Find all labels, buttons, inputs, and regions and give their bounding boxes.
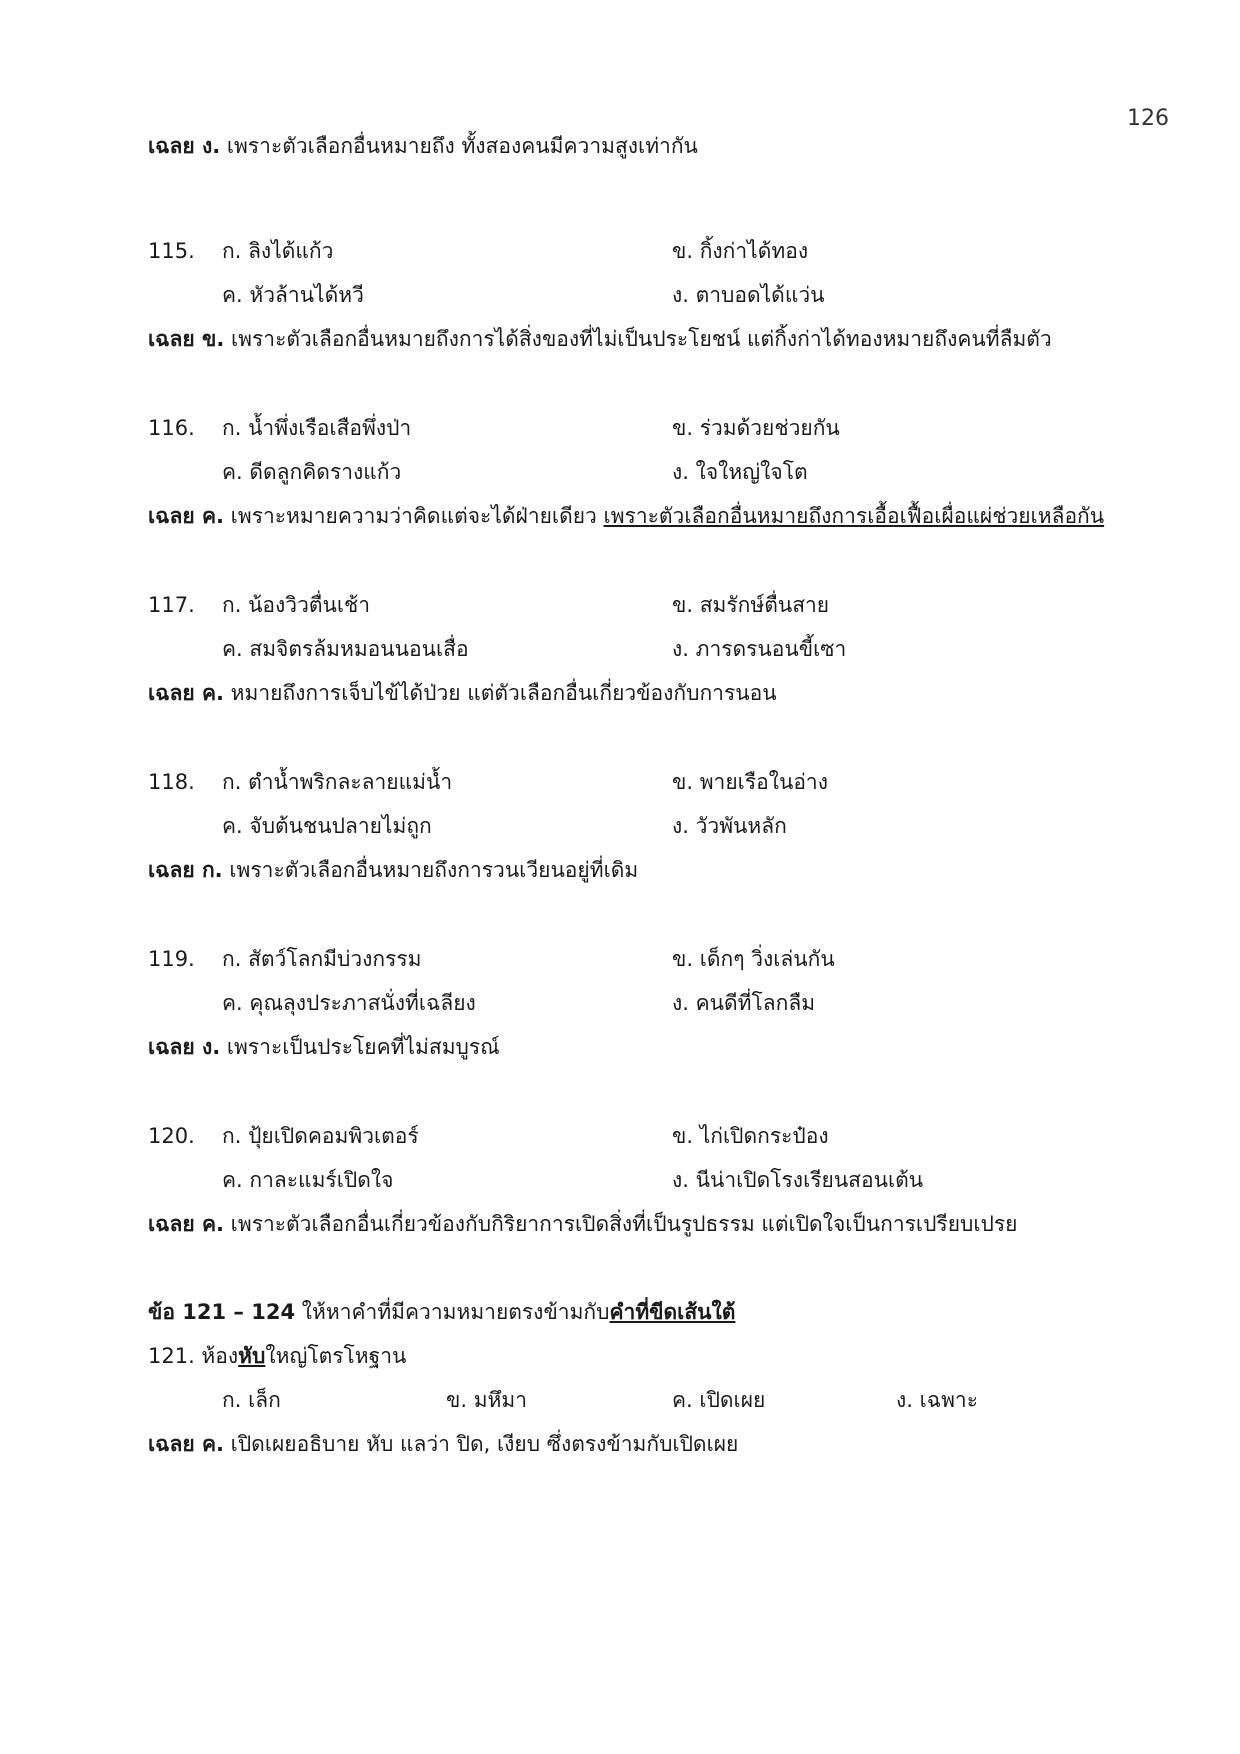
answer-prefix: เฉลย ง. xyxy=(148,1035,221,1059)
option-b: ข. ไก่เปิดกระป๋อง xyxy=(672,1124,829,1148)
answer-text: เพราะตัวเลือกอื่นหมายถึง ทั้งสองคนมีความสูงเท่ากัน xyxy=(220,134,698,158)
option-d: ง. เฉพาะ xyxy=(896,1388,979,1412)
option-d: ง. วัวพันหลัก xyxy=(672,814,787,838)
option-a: ก. เล็ก xyxy=(222,1388,281,1412)
option-c: ค. สมจิตรล้มหมอนนอนเสื่อ xyxy=(222,637,469,661)
answer-line xyxy=(148,324,1052,354)
answer-line xyxy=(148,1209,1017,1239)
question-number: 120. xyxy=(148,1124,195,1148)
question-number: 117. xyxy=(148,593,195,617)
question-stem xyxy=(148,1341,406,1371)
answer-text: เพราะหมายความว่าคิดแต่จะได้ฝ่ายเดียว xyxy=(224,504,604,528)
section-underlined-term: คำที่ขีดเส้นใต้ xyxy=(609,1300,736,1324)
option-a: ก. ตำน้ำพริกละลายแม่น้ำ xyxy=(222,770,453,794)
stem-prefix: 121. ห้อง xyxy=(148,1344,239,1368)
option-a: ก. น้องวิวตื่นเช้า xyxy=(222,593,371,617)
option-d: ง. ตาบอดได้แว่น xyxy=(672,283,825,307)
option-a: ก. ลิงได้แก้ว xyxy=(222,239,334,263)
option-b: ข. พายเรือในอ่าง xyxy=(672,770,828,794)
answer-underlined-text: เพราะตัวเลือกอื่นหมายถึงการเอื้อเฟื้อเผื่อแผ่ช่วยเหลือกัน xyxy=(603,504,1105,528)
answer-prefix: เฉลย ก. xyxy=(148,858,223,882)
answer-text: เพราะตัวเลือกอื่นหมายถึงการได้สิ่งของที่ไม่เป็นประโยชน์ แต่กิ้งก่าได้ทองหมายถึงคนที่ลืมตัว xyxy=(224,327,1052,351)
answer-text: เพราะตัวเลือกอื่นหมายถึงการวนเวียนอยู่ที่เดิม xyxy=(222,858,639,882)
option-b: ข. เด็กๆ วิ่งเล่นกัน xyxy=(672,947,835,971)
answer-prefix: เฉลย ค. xyxy=(148,681,224,705)
question-number: 118. xyxy=(148,770,195,794)
answer-text: หมายถึงการเจ็บไข้ได้ป่วย แต่ตัวเลือกอื่นเกี่ยวข้องกับการนอน xyxy=(224,681,777,705)
answer-line xyxy=(148,1429,738,1459)
stem-suffix: ใหญ่โตรโหฐาน xyxy=(265,1344,407,1368)
option-d: ง. ใจใหญ่ใจโต xyxy=(672,460,808,484)
answer-line xyxy=(148,501,1104,531)
answer-line xyxy=(148,1032,500,1062)
option-c: ค. คุณลุงประภาสนั่งที่เฉลียง xyxy=(222,991,476,1015)
answer-line xyxy=(148,131,698,161)
option-d: ง. ภารดรนอนขี้เซา xyxy=(672,637,847,661)
option-a: ก. ปุ้ยเปิดคอมพิวเตอร์ xyxy=(222,1124,419,1148)
option-c: ค. จับต้นชนปลายไม่ถูก xyxy=(222,814,432,838)
option-b: ข. กิ้งก่าได้ทอง xyxy=(672,239,809,263)
section-heading xyxy=(148,1297,735,1327)
answer-line xyxy=(148,855,638,885)
option-b: ข. สมรักษ์ตื่นสาย xyxy=(672,593,830,617)
section-instruction: ให้หาคำที่มีความหมายตรงข้ามกับ xyxy=(295,1300,610,1324)
option-b: ข. มหึมา xyxy=(446,1388,528,1412)
answer-prefix: เฉลย ค. xyxy=(148,1432,224,1456)
question-number: 115. xyxy=(148,239,195,263)
question-number: 119. xyxy=(148,947,195,971)
section-range: ข้อ 121 – 124 xyxy=(148,1300,296,1324)
answer-text: เพราะตัวเลือกอื่นเกี่ยวข้องกับกิริยาการเปิดสิ่งที่เป็นรูปธรรม แต่เปิดใจเป็นการเปรียบเปรย xyxy=(224,1212,1018,1236)
option-c: ค. กาละแมร์เปิดใจ xyxy=(222,1168,394,1192)
page-number: 126 xyxy=(1127,106,1169,131)
option-a: ก. น้ำพึ่งเรือเสือพึ่งป่า xyxy=(222,416,412,440)
option-b: ข. ร่วมด้วยช่วยกัน xyxy=(672,416,840,440)
answer-text: เปิดเผยอธิบาย หับ แลว่า ปิด, เงียบ ซึ่งตรงข้ามกับเปิดเผย xyxy=(224,1432,739,1456)
stem-underlined-word: หับ xyxy=(238,1344,266,1368)
option-d: ง. นีน่าเปิดโรงเรียนสอนเต้น xyxy=(672,1168,924,1192)
option-d: ง. คนดีที่โลกลืม xyxy=(672,991,816,1015)
option-c: ค. หัวล้านได้หวี xyxy=(222,283,364,307)
option-a: ก. สัตว์โลกมีบ่วงกรรม xyxy=(222,947,422,971)
question-number: 116. xyxy=(148,416,195,440)
answer-prefix: เฉลย ข. xyxy=(148,327,225,351)
answer-prefix: เฉลย ง. xyxy=(148,134,221,158)
answer-prefix: เฉลย ค. xyxy=(148,1212,224,1236)
answer-line xyxy=(148,678,777,708)
option-c: ค. เปิดเผย xyxy=(672,1388,766,1412)
option-c: ค. ดีดลูกคิดรางแก้ว xyxy=(222,460,402,484)
answer-prefix: เฉลย ค. xyxy=(148,504,224,528)
answer-text: เพราะเป็นประโยคที่ไม่สมบูรณ์ xyxy=(220,1035,500,1059)
